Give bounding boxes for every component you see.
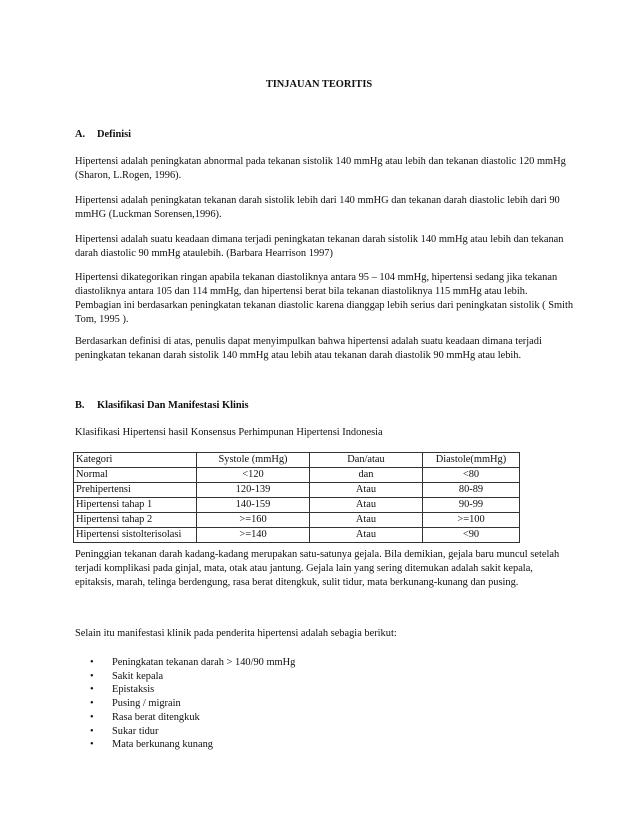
bullet-icon: •: [90, 684, 94, 696]
list-item: [90, 697, 295, 711]
table-cell: >=160: [197, 513, 310, 528]
definition-conclusion: Berdasarkan definisi di atas, penulis dapat menyimpulkan bahwa hipertensi adalah suatu keadaan dimana terjadi peningkatan tekanan darah sistolik 140 mmHg atau lebih atau tekanan darah diastolik 90 mmHg atau lebih.: [75, 336, 542, 361]
header-cell: Kategori: [74, 453, 197, 468]
table-cell: Atau: [310, 528, 423, 543]
bullet-icon: •: [90, 670, 94, 682]
section-a-heading: [75, 128, 575, 142]
classification-table: [73, 452, 520, 543]
bullet-icon: •: [90, 725, 94, 737]
list-item: [90, 711, 295, 725]
table-cell: Hipertensi tahap 1: [74, 498, 197, 513]
list-item-text: Pusing / migrain: [112, 698, 181, 710]
section-a-title: Definisi: [97, 129, 132, 140]
table-cell: 80-89: [423, 483, 520, 498]
bullet-icon: •: [90, 711, 94, 723]
definition-paragraph-1: Hipertensi adalah peningkatan abnormal pada tekanan sistolik 140 mmHg atau lebih dan tekanan diastolic 120 mmHg (Sharon, L.Rogen, 1996).: [75, 156, 566, 181]
table-cell: >=140: [197, 528, 310, 543]
section-a-number: A.: [75, 129, 86, 140]
table-cell: Hipertensi tahap 2: [74, 513, 197, 528]
table-cell: <90: [423, 528, 520, 543]
bullet-icon: •: [90, 657, 94, 668]
manifest-list: [90, 656, 295, 752]
table-row: [74, 468, 520, 483]
table-caption: Klasifikasi Hipertensi hasil Konsensus Perhimpunan Hipertensi Indonesia: [75, 427, 383, 438]
table-cell: >=100: [423, 513, 520, 528]
section-b-heading: [75, 399, 575, 413]
list-item: [90, 670, 295, 684]
list-item: [90, 738, 295, 752]
table-row: [74, 528, 520, 543]
manifest-intro: Selain itu manifestasi klinik pada penderita hipertensi adalah sebagia berikut:: [75, 628, 397, 639]
table-cell: Atau: [310, 483, 423, 498]
list-item-text: Sakit kepala: [112, 670, 164, 682]
list-item-text: Epistaksis: [112, 684, 155, 696]
table-cell: dan: [310, 468, 423, 483]
bullet-icon: •: [90, 698, 94, 710]
symptoms-paragraph: Peninggian tekanan darah kadang-kadang merupakan satu-satunya gejala. Bila demikian, gejala baru muncul setelah terjadi komplikasi pada ginjal, mata, otak atau jantung. Gejala lain yang sering ditemukan adalah sakit kepala, epitaksis, marah, telinga berdengung, rasa berat ditengkuk, sulit tidur, mata berkunang-kunang dan pusing.: [75, 549, 560, 588]
section-b-number: B.: [75, 400, 85, 411]
table-cell: 120-139: [197, 483, 310, 498]
bullet-icon: •: [90, 739, 94, 751]
table-cell: <80: [423, 468, 520, 483]
list-item-text: Rasa berat ditengkuk: [112, 711, 200, 723]
list-item-text: Sukar tidur: [112, 725, 159, 737]
table-cell: 140-159: [197, 498, 310, 513]
table-row: [74, 498, 520, 513]
definition-paragraph-2: Hipertensi adalah peningkatan tekanan darah sistolik lebih dari 140 mmHG dan tekanan darah diastolic lebih dari 90 mmHG (Luckman Sorensen,1996).: [75, 195, 560, 220]
table-cell: Hipertensi sistolterisolasi: [74, 528, 197, 543]
table-cell: 90-99: [423, 498, 520, 513]
page-title: TINJAUAN TEORITIS: [265, 79, 373, 90]
list-item-text: Peningkatan tekanan darah > 140/90 mmHg: [112, 657, 296, 668]
list-item: [90, 725, 295, 739]
definition-paragraph-3: Hipertensi adalah suatu keadaan dimana terjadi peningkatan tekanan darah sistolik 140 mmHg atau lebih dan tekanan darah diastolic 90 mmHg ataulebih. (Barbara Hearrison 1997): [75, 234, 564, 259]
section-b-title: Klasifikasi Dan Manifestasi Klinis: [97, 400, 249, 411]
table-header-row: [74, 453, 520, 468]
table-cell: Atau: [310, 498, 423, 513]
table-cell: Atau: [310, 513, 423, 528]
list-item: [90, 683, 295, 697]
list-item: [90, 656, 295, 670]
header-cell: Dan/atau: [310, 453, 423, 468]
list-item-text: Mata berkunang kunang: [112, 739, 213, 751]
header-cell: Diastole(mmHg): [423, 453, 520, 468]
header-cell: Systole (mmHg): [197, 453, 310, 468]
table-row: [74, 513, 520, 528]
table-cell: <120: [197, 468, 310, 483]
table-cell: Normal: [74, 468, 197, 483]
table-row: [74, 483, 520, 498]
table-cell: Prehipertensi: [74, 483, 197, 498]
definition-paragraph-4: Hipertensi dikategorikan ringan apabila tekanan diastoliknya antara 95 – 104 mmHg, hipertensi sedang jika tekanan diastoliknya antara 105 dan 114 mmHg, dan hipertensi berat bila tekanan diastoliknya 115 mmHg atau lebih. Pembagian ini berdasarkan peningkatan tekanan diastolic karena dianggap lebih serius dari peningkatan sistolik ( Smith Tom, 1995 ).: [75, 272, 574, 325]
